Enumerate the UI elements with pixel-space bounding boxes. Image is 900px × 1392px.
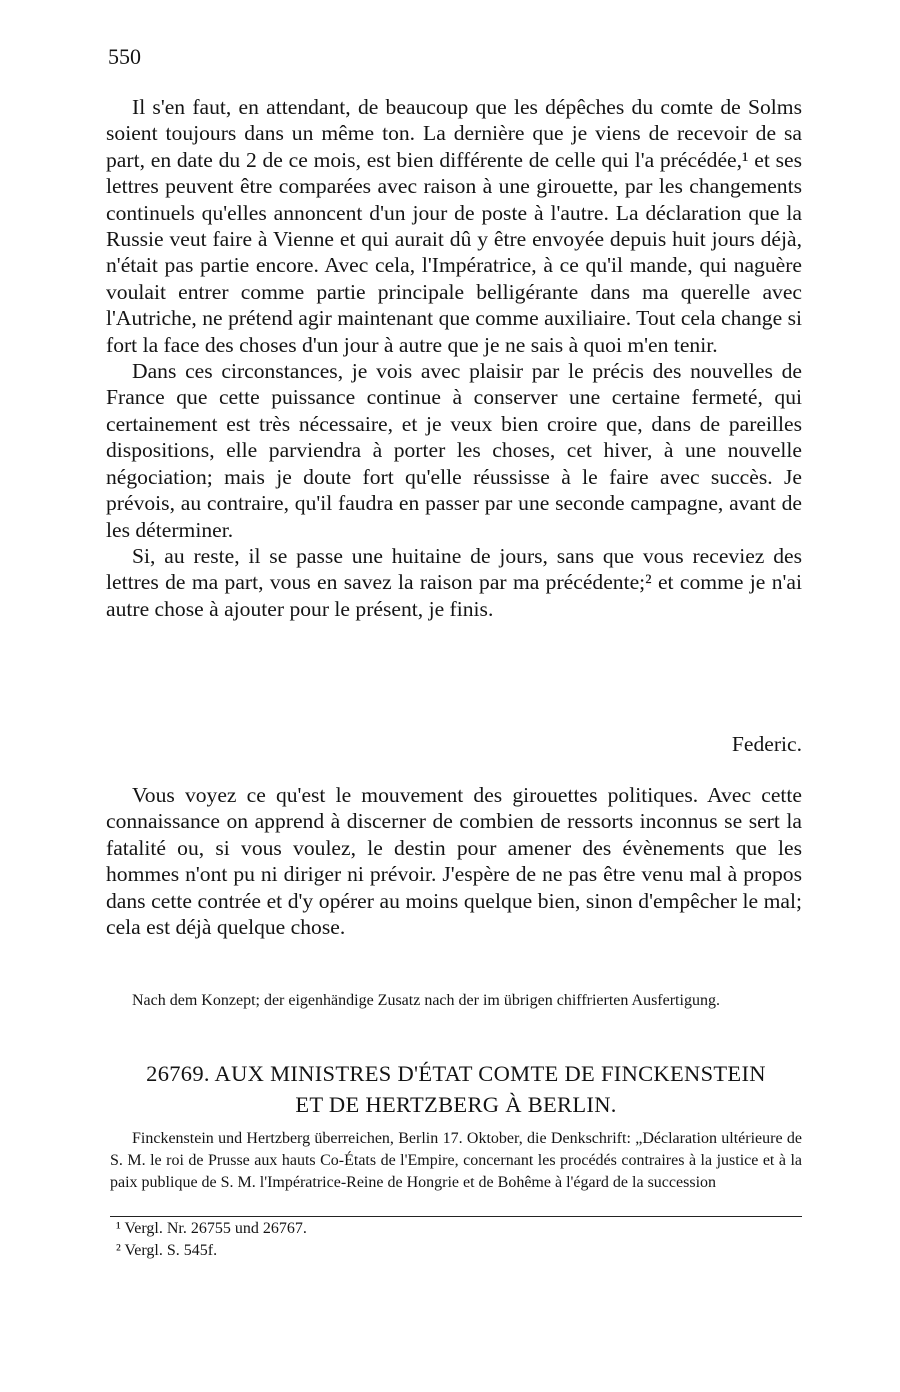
editorial-note: Nach dem Konzept; der eigenhändige Zusatz nach der im übrigen chiffrierten Ausfertigung.: [132, 992, 720, 1009]
letter-body: [106, 94, 802, 622]
footnote-2: ² Vergl. S. 545f.: [116, 1242, 218, 1259]
postscript: [106, 782, 802, 940]
letter-paragraph-1: Il s'en faut, en attendant, de beaucoup que les dépêches du comte de Solms soient toujours dans un même ton. La dernière que je viens de recevoir de sa part, en date du 2 de ce mois, est bien différente de celle qui l'a précédée,¹ et ses lettres peuvent être comparées avec raison à une girouette, par les changements continuels qu'elles annoncent d'un jour de poste à l'autre. La déclaration que la Russie veut faire à Vienne et qui aurait dû y être envoyée depuis huit jours déjà, n'était pas partie encore. Avec cela, l'Impératrice, à ce qu'il mande, qui naguère voulait entrer comme partie principale belligérante dans ma querelle avec l'Autriche, ne prétend agir maintenant que comme auxiliaire. Tout cela change si fort la face des choses d'un jour à autre que je ne sais à quoi m'en tenir.: [106, 95, 802, 357]
letter-paragraph-2: Dans ces circonstances, je vois avec plaisir par le précis des nouvelles de France que cette puissance continue à conserver une certaine fermeté, qui certainement est très nécessaire, et je veux bien croire que, dans de pareilles dispositions, elle parviendra à porter les choses, cet hiver, à une nouvelle négociation; mais je doute fort qu'elle réussisse à le faire avec succès. Je prévois, au contraire, qu'il faudra en passer par une seconde campagne, avant de les déterminer.: [106, 359, 802, 542]
footnote-rule: [110, 1216, 802, 1217]
document-summary: Finckenstein und Hertzberg überreichen, Berlin 17. Oktober, die Denkschrift: „Déclaration ultérieure de S. M. le roi de Prusse aux hauts Co-États de l'Empire, concernant les procédés contraires à la justice et à la paix publique de S. M. l'Impératrice-Reine de Hongrie et de Bohême à l'égard de la succession: [110, 1130, 802, 1191]
document-heading-line-1: 26769. AUX MINISTRES D'ÉTAT COMTE DE FINCKENSTEIN: [146, 1061, 766, 1086]
document-heading-line-2: ET DE HERTZBERG À BERLIN.: [295, 1092, 617, 1117]
signature: Federic.: [731, 732, 802, 756]
page-number: 550: [108, 44, 141, 69]
footnotes: [116, 1218, 307, 1262]
footnote-1: ¹ Vergl. Nr. 26755 und 26767.: [116, 1220, 307, 1237]
letter-paragraph-3: Si, au reste, il se passe une huitaine de jours, sans que vous receviez des lettres de ma part, vous en savez la raison par ma précédente;² et comme je n'ai autre chose à ajouter pour le présent, je finis.: [106, 543, 802, 621]
postscript-paragraph: Vous voyez ce qu'est le mouvement des girouettes politiques. Avec cette connaissance on apprend à discerner de combien de ressorts inconnus se sert la fatalité ou, si vous voulez, le destin pour amener des évènements que les hommes n'ont pu ni diriger ni prévoir. J'espère de ne pas être venu mal à propos dans cette contrée et d'y opérer au moins quelque bien, sinon d'empêcher le mal; cela est déjà quelque chose.: [106, 783, 802, 940]
document-heading: [110, 1058, 802, 1120]
